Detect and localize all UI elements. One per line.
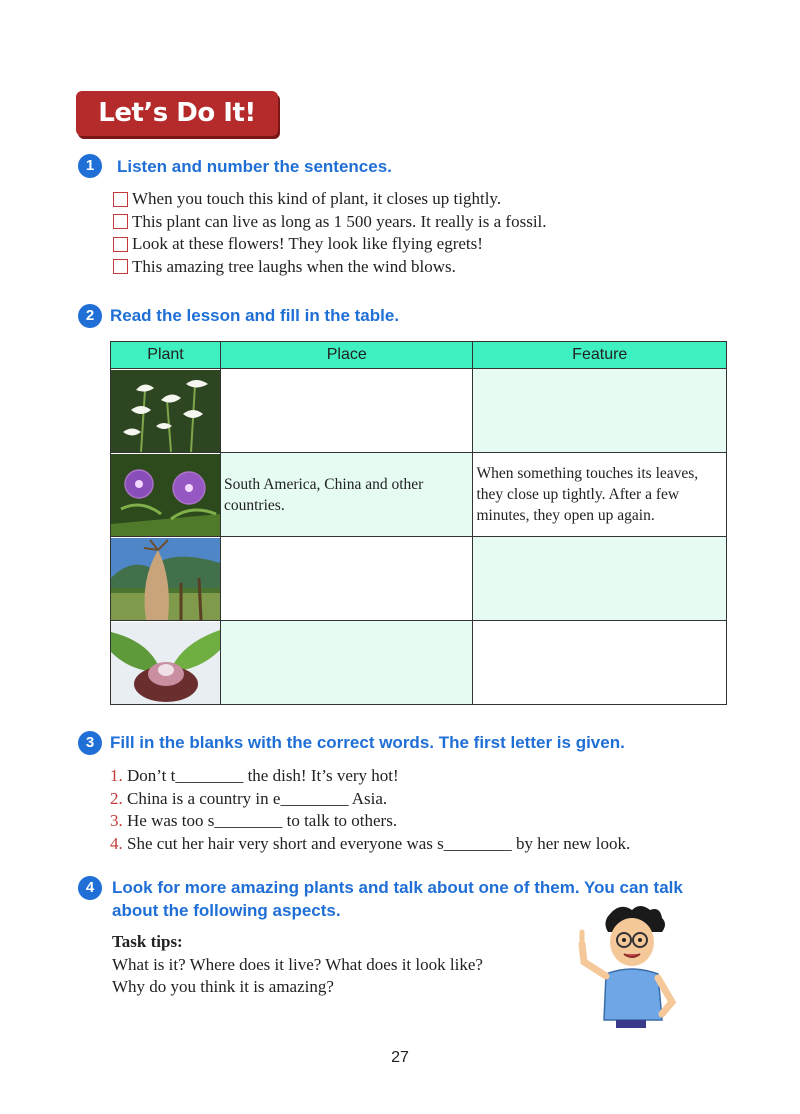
place-cell[interactable]	[221, 369, 473, 453]
feature-cell[interactable]	[473, 537, 727, 621]
feature-cell[interactable]	[473, 369, 727, 453]
number-checkbox[interactable]	[113, 214, 128, 229]
number-checkbox[interactable]	[113, 259, 128, 274]
plant-image-cell	[111, 537, 221, 621]
page-number: 27	[391, 1049, 409, 1066]
list-item: 3. He was too s________ to talk to others.	[110, 811, 398, 830]
purple-mimosa-flower-photo	[111, 454, 220, 536]
task-tips	[112, 931, 483, 999]
sentence-item: This plant can live as long as 1 500 years. It really is a fossil.	[113, 211, 547, 234]
fill-blank-list	[110, 765, 630, 855]
header-place: Place	[221, 342, 473, 369]
place-cell[interactable]	[221, 621, 473, 705]
white-egret-orchid-photo	[111, 370, 220, 452]
baobab-tree-photo	[111, 538, 220, 620]
plant-table	[110, 341, 727, 705]
section-4-heading: Look for more amazing plants and talk about one of them. You can talk about the following aspects.	[112, 878, 683, 920]
task-tips-line: What is it? Where does it live? What does it look like?	[112, 954, 483, 974]
feature-cell[interactable]	[473, 621, 727, 705]
place-cell[interactable]: South America, China and other countries.	[221, 453, 473, 537]
section-3-number: 3	[78, 731, 102, 755]
lets-do-it-banner: Let’s Do It!	[76, 91, 278, 136]
header-plant: Plant	[111, 342, 221, 369]
section-2-heading: Read the lesson and fill in the table.	[110, 306, 400, 325]
list-item: 1. Don’t t________ the dish! It’s very hot!	[110, 766, 399, 785]
list-item: 4. She cut her hair very short and everyone was s________ by her new look.	[110, 833, 631, 853]
sentence-item: This amazing tree laughs when the wind blows.	[113, 256, 547, 279]
section-2-number: 2	[78, 304, 102, 328]
number-checkbox[interactable]	[113, 192, 128, 207]
number-checkbox[interactable]	[113, 237, 128, 252]
task-tips-line: Why do you think it is amazing?	[112, 977, 334, 996]
list-item: 2. China is a country in e________ Asia.	[110, 788, 388, 808]
plant-image-cell	[111, 621, 221, 705]
cartoon-boy-illustration	[570, 902, 690, 1032]
section-4-number: 4	[78, 876, 102, 900]
sentence-item: When you touch this kind of plant, it closes up tightly.	[113, 188, 547, 211]
sentence-checklist	[113, 188, 547, 278]
plant-image-cell	[111, 453, 221, 537]
section-3-heading: Fill in the blanks with the correct words. The first letter is given.	[110, 733, 625, 752]
section-1-heading: Listen and number the sentences.	[117, 157, 392, 176]
plant-image-cell	[111, 369, 221, 453]
sentence-item: Look at these flowers! They look like flying egrets!	[113, 233, 547, 256]
place-cell[interactable]	[221, 537, 473, 621]
feature-cell[interactable]: When something touches its leaves, they close up tightly. After a few minutes, they open up again.	[473, 453, 727, 537]
task-tips-title: Task tips:	[112, 932, 183, 951]
header-feature: Feature	[473, 342, 727, 369]
section-1-number: 1	[78, 154, 102, 178]
welwitschia-plant-photo	[111, 622, 220, 704]
